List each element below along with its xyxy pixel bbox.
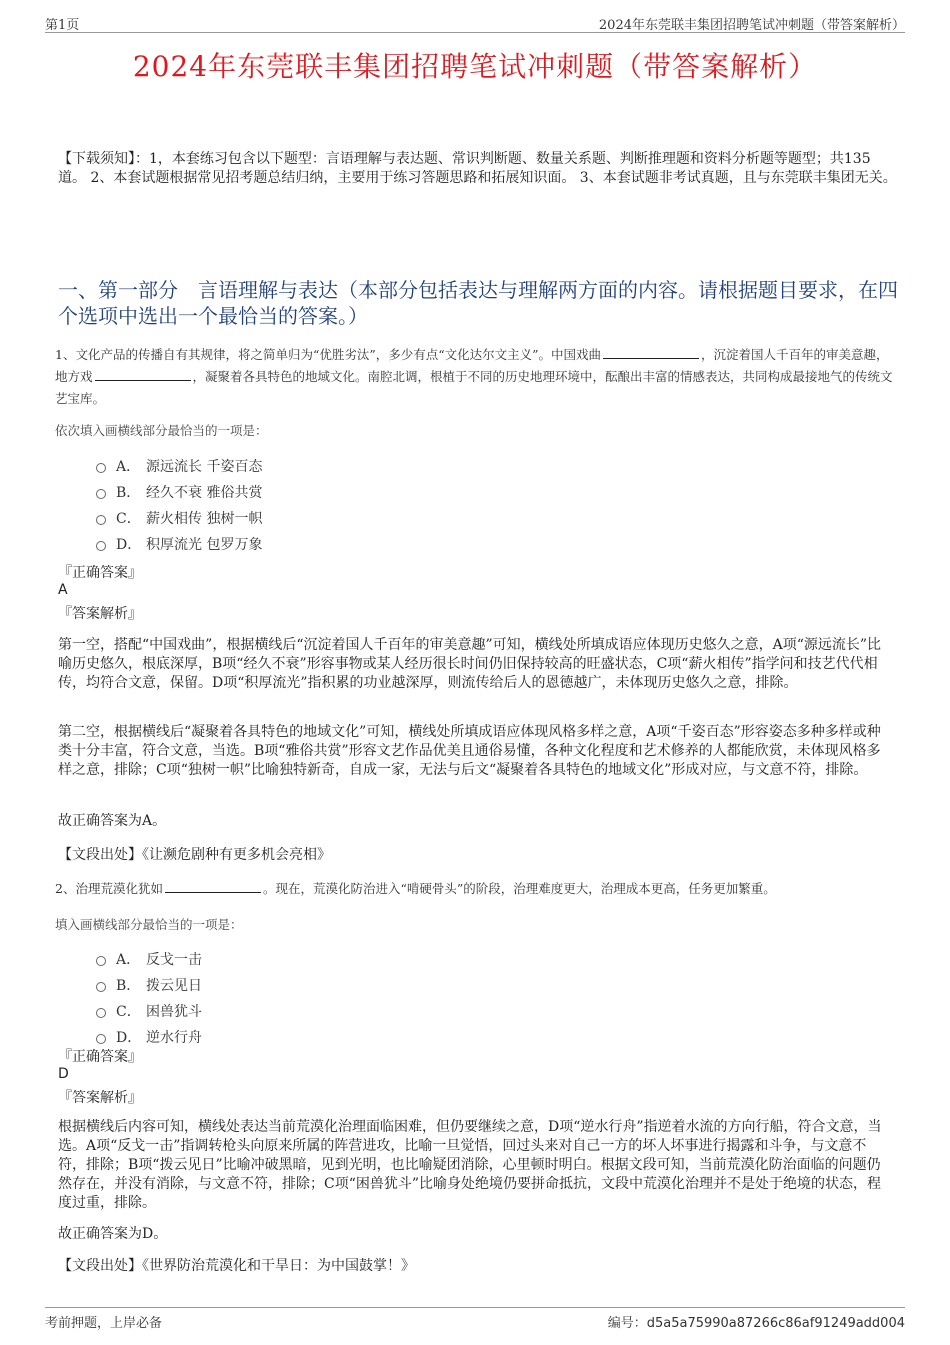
truncated-next-question — [58, 1294, 892, 1304]
fill-blank — [603, 346, 699, 359]
option-d[interactable]: D． 积厚流光 包罗万象 — [96, 531, 262, 557]
question-1-text: 1、文化产品的传播自有其规律，将之简单归为“优胜劣汰”，多少有点“文化达尔文主义”。中国戏曲 ，沉淀着国人千百年的审美意趣，地方戏 ，凝聚着各具特色的地域文化。南腔北调，根植于不同的历史地理环境中，酝酿出丰富的情感表达，共同构成最接地气的传统文艺宝库。 — [55, 347, 893, 406]
radio-icon[interactable] — [96, 982, 106, 992]
analysis-conclusion: 故正确答案为A。 — [58, 813, 167, 829]
analysis-label: 『答案解析』 — [58, 1090, 142, 1106]
option-c[interactable]: C． 困兽犹斗 — [96, 998, 202, 1024]
source-citation: 【文段出处】《世界防治荒漠化和干旱日：为中国鼓掌！》 — [58, 1258, 415, 1274]
section-heading: 一、第一部分 言语理解与表达（本部分包括表达与理解两方面的内容。请根据题目要求，在四个选项中选出一个最恰当的答案。） — [58, 278, 898, 328]
radio-icon[interactable] — [96, 1008, 106, 1018]
page-title: 2024年东莞联丰集团招聘笔试冲刺题（带答案解析） — [132, 50, 818, 83]
analysis-label: 『答案解析』 — [58, 606, 142, 622]
page-header — [45, 12, 905, 33]
answer-value: A — [58, 582, 68, 598]
radio-icon[interactable] — [96, 489, 106, 499]
radio-icon[interactable] — [96, 541, 106, 551]
answer-label: 『正确答案』 — [58, 565, 142, 581]
question-2-options — [96, 946, 202, 1050]
question-2-text: 2、治理荒漠化犹如 。现在，荒漠化防治进入“啃硬骨头”的阶段，治理难度更大，治理成本更高，任务更加繁重。 — [55, 881, 776, 896]
option-b[interactable]: B． 经久不衰 雅俗共赏 — [96, 479, 262, 505]
option-a[interactable]: A． 反戈一击 — [96, 946, 202, 972]
question-1-prompt: 依次填入画横线部分最恰当的一项是： — [55, 423, 268, 438]
radio-icon[interactable] — [96, 463, 106, 473]
document-code: 编号：d5a5a75990a87266c86af91249add004 — [607, 1316, 905, 1331]
fill-blank — [165, 880, 261, 893]
option-a[interactable]: A． 源远流长 千姿百态 — [96, 453, 262, 479]
question-1-options — [96, 453, 262, 557]
fill-blank — [95, 368, 191, 381]
answer-label: 『正确答案』 — [58, 1049, 142, 1065]
analysis-conclusion: 故正确答案为D。 — [58, 1226, 168, 1242]
radio-icon[interactable] — [96, 515, 106, 525]
radio-icon[interactable] — [96, 1034, 106, 1044]
page-number: 第1页 — [45, 18, 80, 33]
question-2-prompt: 填入画横线部分最恰当的一项是： — [55, 917, 243, 932]
analysis-paragraph: 第二空，根据横线后“凝聚着各具特色的地域文化”可知，横线处所填成语应体现风格多样之意，A项“千姿百态”形容姿态多种多样或种类十分丰富，符合文意，当选。B项“雅俗共赏”形容文艺作品优美且通俗易懂，各种文化程度和艺术修养的人都能欣赏，未体现风格多样之意，排除；C项“独树一帜”比喻独特新奇，自成一家，无法与后文“凝聚着各具特色的地域文化”形成对应，与文意不符，排除。 — [58, 724, 881, 778]
page-footer — [45, 1307, 905, 1331]
radio-icon[interactable] — [96, 956, 106, 966]
option-b[interactable]: B． 拨云见日 — [96, 972, 202, 998]
option-d[interactable]: D． 逆水行舟 — [96, 1024, 202, 1050]
option-c[interactable]: C． 薪火相传 独树一帜 — [96, 505, 262, 531]
analysis-paragraph: 第一空，搭配“中国戏曲”，根据横线后“沉淀着国人千百年的审美意趣”可知，横线处所填成语应体现历史悠久之意，A项“源远流长”比喻历史悠久，根底深厚，B项“经久不衰”形容事物或某人经历很长时间仍旧保持较高的旺盛状态，C项“薪火相传”指学问和技艺代代相传，均符合文意，保留。D项“积厚流光”指积累的功业越深厚，则流传给后人的恩德越广，未体现历史悠久之意，排除。 — [58, 637, 882, 691]
analysis-paragraph: 根据横线后内容可知，横线处表达当前荒漠化治理面临困难，但仍要继续之意，D项“逆水行舟”指逆着水流的方向行船，符合文意，当选。A项“反戈一击”指调转枪头向原来所属的阵营进攻，比喻一旦觉悟，回过头来对自己一方的坏人坏事进行揭露和斗争，与文意不符，排除；B项“拨云见日”比喻冲破黑暗，见到光明，也比喻疑团消除，心里顿时明白。根据文段可知，当前荒漠化防治面临的问题仍然存在，并没有消除，与文意不符，排除；C项“困兽犹斗”比喻身处绝境仍要拼命抵抗，文段中荒漠化治理并不是处于绝境的状态，程度过重，排除。 — [58, 1119, 882, 1211]
header-doc-title: 2024年东莞联丰集团招聘笔试冲刺题（带答案解析） — [598, 18, 905, 33]
download-notice: 【下载须知】：1，本套练习包含以下题型：言语理解与表达题、常识判断题、数量关系题、判断推理题和资料分析题等题型；共135道。 2、本套试题根据常见招考题总结归纳，主要用于练习答题思路和拓展知识面。 3、本套试题非考试真题，且与东莞联丰集团无关。 — [58, 151, 897, 186]
answer-value: D — [58, 1066, 69, 1082]
footer-slogan: 考前押题，上岸必备 — [45, 1316, 163, 1331]
source-citation: 【文段出处】《让濒危剧种有更多机会亮相》 — [58, 847, 331, 863]
